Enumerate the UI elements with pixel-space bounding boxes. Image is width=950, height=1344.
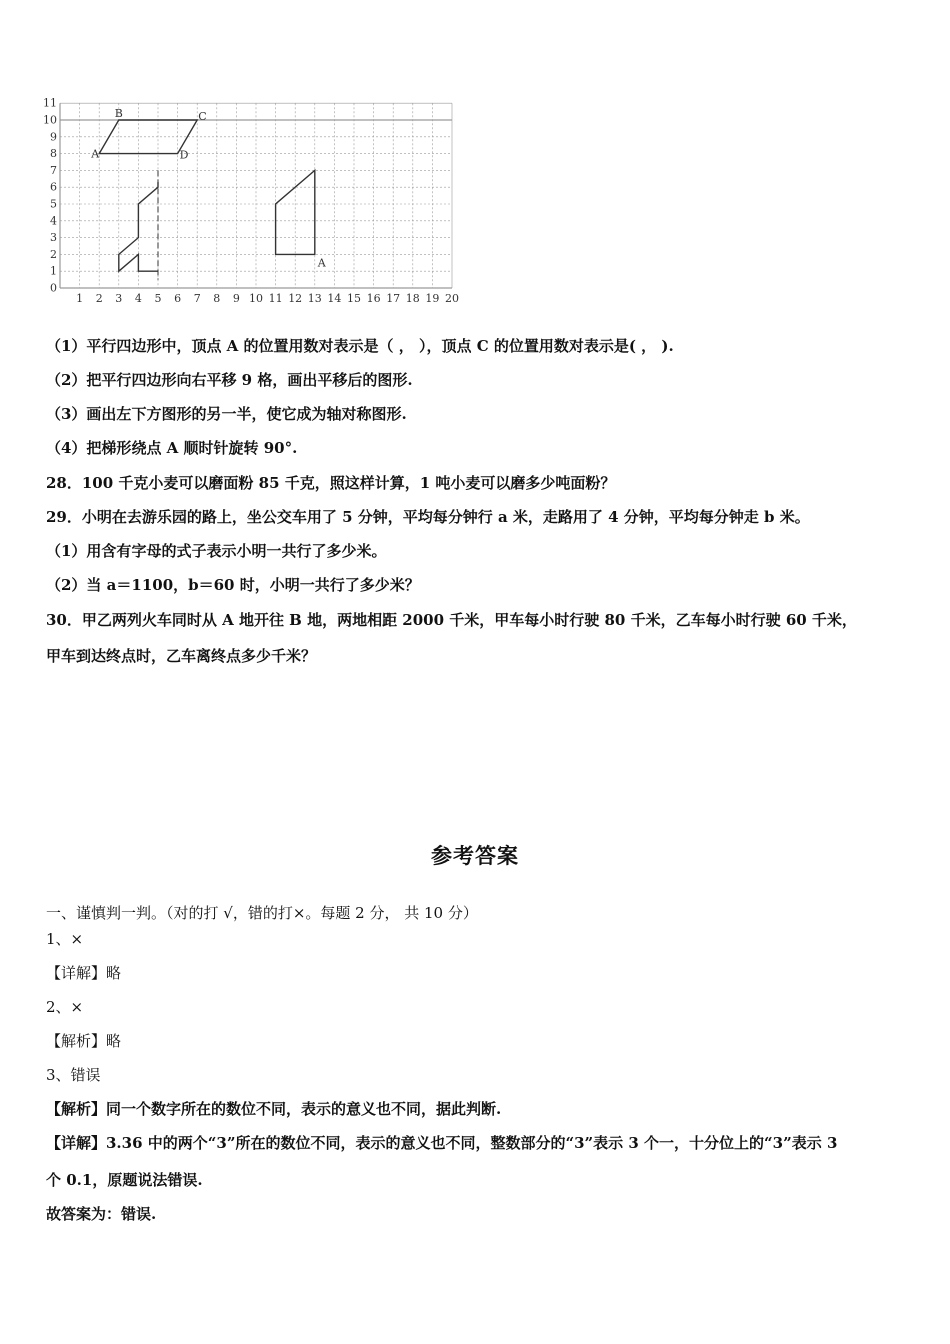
question-29-1: （1）用含有字母的式子表示小明一共行了多少米。 xyxy=(46,542,387,560)
x-tick-label: 9 xyxy=(232,292,240,305)
answer-2: 2、× xyxy=(46,998,84,1016)
x-tick-label: 1 xyxy=(76,292,84,305)
y-tick-label: 8 xyxy=(50,147,57,161)
answer-3-analysis: 【解析】同一个数字所在的数位不同，表示的意义也不同，据此判断. xyxy=(46,1100,502,1118)
y-tick-label: 7 xyxy=(50,163,57,177)
answer-3-conclusion: 故答案为：错误. xyxy=(46,1205,157,1223)
point-label-b: B xyxy=(114,107,123,120)
x-tick-label: 2 xyxy=(95,292,103,305)
y-tick-label: 6 xyxy=(50,180,57,194)
x-tick-label: 8 xyxy=(213,292,221,305)
section-1-heading: 一、谨慎判一判。（对的打 √，错的打×。每题 2 分， 共 10 分） xyxy=(46,904,478,922)
x-tick-label: 4 xyxy=(134,292,142,305)
question-30-line-1: 30．甲乙两列火车同时从 A 地开往 B 地，两地相距 2000 千米，甲车每小时行驶 80 千米，乙车每小时行驶 60 千米， xyxy=(46,611,857,629)
x-tick-label: 12 xyxy=(288,292,303,305)
trapezoid-point-label-a: A xyxy=(317,256,326,270)
answer-3-detail-line-1: 【详解】3.36 中的两个“3”所在的数位不同，表示的意义也不同，整数部分的“3”表示 3 个一，十分位上的“3”表示 3 xyxy=(46,1134,838,1152)
question-28: 28．100 千克小麦可以磨面粉 85 千克，照这样计算，1 吨小麦可以磨多少吨面粉？ xyxy=(46,474,616,492)
question-29-2: （2）当 a＝1100，b＝60 时，小明一共行了多少米？ xyxy=(46,576,420,594)
x-tick-label: 3 xyxy=(115,292,123,305)
x-tick-label: 17 xyxy=(386,292,401,305)
y-tick-label: 4 xyxy=(50,214,57,228)
x-tick-label: 18 xyxy=(405,292,420,305)
point-label-d: D xyxy=(179,148,189,162)
point-label-c: C xyxy=(198,110,207,123)
x-tick-label: 20 xyxy=(445,292,459,305)
y-tick-label: 3 xyxy=(50,231,57,245)
answer-3: 3、错误 xyxy=(46,1066,101,1084)
coordinate-grid-figure xyxy=(40,95,460,307)
x-tick-label: 5 xyxy=(154,292,162,305)
answer-1: 1、× xyxy=(46,930,84,948)
y-tick-label: 10 xyxy=(43,113,57,127)
question-29: 29．小明在去游乐园的路上，坐公交车用了 5 分钟，平均每分钟行 a 米，走路用了 4 分钟，平均每分钟走 b 米。 xyxy=(46,508,810,526)
y-tick-label: 0 xyxy=(50,281,57,295)
x-tick-label: 16 xyxy=(366,292,381,305)
y-tick-label: 5 xyxy=(50,197,57,211)
x-tick-label: 10 xyxy=(249,292,263,305)
question-27-3: （3）画出左下方图形的另一半，使它成为轴对称图形. xyxy=(46,405,407,423)
y-tick-label: 9 xyxy=(50,130,57,144)
x-tick-label: 11 xyxy=(268,292,283,305)
question-27-4: （4）把梯形绕点 A 顺时针旋转 90°. xyxy=(46,439,298,457)
x-tick-label: 14 xyxy=(327,292,342,305)
question-30-line-2: 甲车到达终点时，乙车离终点多少千米？ xyxy=(46,647,317,665)
figure-shapes xyxy=(90,107,327,280)
answer-3-detail-line-2: 个 0.1，原题说法错误. xyxy=(46,1171,203,1189)
answer-2-analysis: 【解析】略 xyxy=(46,1032,122,1050)
answers-title: 参考答案 xyxy=(431,843,519,868)
y-tick-label: 11 xyxy=(43,96,57,110)
x-tick-label: 7 xyxy=(193,292,201,305)
x-tick-label: 6 xyxy=(174,292,182,305)
axis-tick-labels xyxy=(43,97,459,305)
question-27-1: （1）平行四边形中，顶点 A 的位置用数对表示是（ ， ），顶点 C 的位置用数对表示是( ， ). xyxy=(46,337,674,355)
answer-1-detail: 【详解】略 xyxy=(46,964,122,982)
question-27-2: （2）把平行四边形向右平移 9 格，画出平移后的图形. xyxy=(46,371,413,389)
x-tick-label: 13 xyxy=(307,292,322,305)
point-label-a: A xyxy=(91,147,100,161)
x-tick-label: 15 xyxy=(347,292,361,305)
y-tick-label: 2 xyxy=(50,247,57,261)
x-tick-label: 19 xyxy=(425,292,440,305)
y-tick-label: 1 xyxy=(50,264,57,278)
